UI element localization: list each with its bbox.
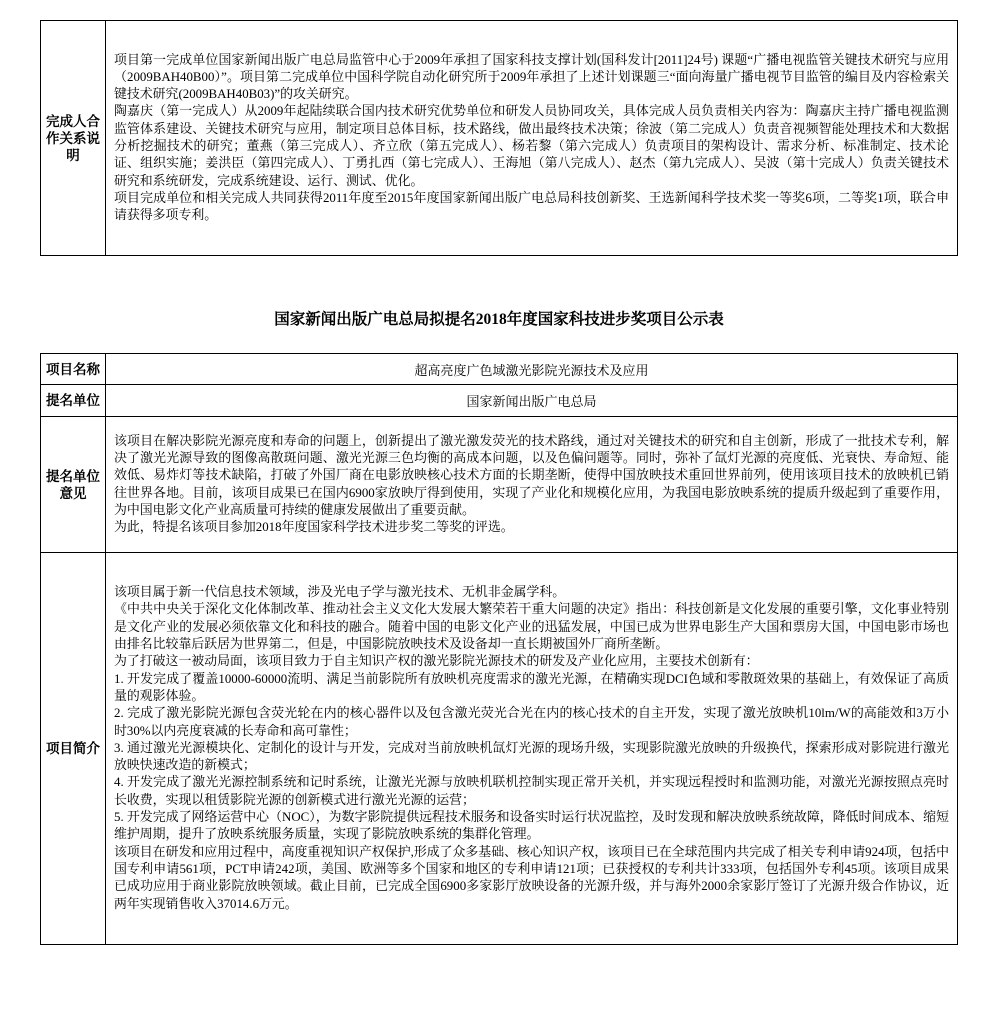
nominator-row <box>41 385 958 417</box>
cooperation-row-content <box>106 21 958 256</box>
project-intro-label: 项目简介 <box>41 553 106 945</box>
document-page <box>0 20 1000 1035</box>
cooperation-table <box>40 20 958 256</box>
opinion-content <box>106 417 958 553</box>
intro-paragraph: 为了打破这一被动局面，该项目致力于自主知识产权的激光影院光源技术的研发及产业化应用，主要技术创新有： <box>114 654 759 669</box>
intro-paragraph: 该项目属于新一代信息技术领域，涉及光电子学与激光技术、无机非金属学科。 <box>114 585 566 600</box>
project-name-value: 超高亮度广色域激光影院光源技术及应用 <box>106 354 958 385</box>
intro-paragraph: 3. 通过激光光源模块化、定制化的设计与开发，完成对当前放映机氙灯光源的现场升级，实现影院激光放映的升级换代，探索形成对影院进行激光放映快速改造的新模式； <box>114 740 949 773</box>
intro-paragraph: 该项目在研发和应用过程中，高度重视知识产权保护,形成了众多基础、核心知识产权，该项目已在全球范围内共完成了相关专利申请924项，包括中国专利申请561项，PCT申请242项，美国、欧洲等多个国家和地区的专利申请121项；已获授权的专利共计333项，包括国外专利45项。该项目成果已成功应用于商业影院放映领域。截止目前，已完成全国6900多家影厅放映设备的光源升级，并与海外2000余家影厅签订了光源升级合作协议，近两年实现销售收入37014.6万元。 <box>114 844 949 911</box>
project-intro-row <box>41 553 958 945</box>
project-intro-content <box>106 553 958 945</box>
intro-paragraph: 《中共中央关于深化文化体制改革、推动社会主义文化大发展大繁荣若干重大问题的决定》指出：科技创新是文化发展的重要引擎，文化事业特别是文化产业的发展必须依靠文化和科技的融合。随着中国的电影文化产业的迅猛发展，中国已成为世界电影生产大国和票房大国，中国电影市场也由排名比较靠后跃居为世界第二，但是，中国影院放映技术及设备却一直长期被国外厂商所垄断。 <box>114 602 949 652</box>
opinion-row <box>41 417 958 553</box>
intro-paragraph: 5. 开发完成了网络运营中心（NOC），为数字影院提供远程技术服务和设备实时运行状况监控，及时发现和解决放映系统故障，降低时间成本、缩短维护周期，提升了放映系统服务质量，实现了影院放映系统的集群化管理。 <box>114 810 949 842</box>
project-table <box>40 353 958 945</box>
opinion-paragraph: 该项目在解决影院光源亮度和寿命的问题上，创新提出了激光激发荧光的技术路线，通过对关键技术的研究和自主创新，形成了一批技术专利，解决了激光光源导致的图像高散斑问题、激光光源三色均衡的高成本问题，以及色偏问题等。同时，弥补了氙灯光源的亮度低、光衰快、寿命短、能效低、易炸灯等技术缺陷，打破了外国厂商在电影放映核心技术方面的长期垄断，使得中国放映技术重回世界前列，使用该项目技术的放映机已销往世界各地。目前，该项目成果已在国内6900家放映厅得到使用，实现了产业化和规模化应用，为我国电影放映系统的提质升级起到了重要作用，为中国电影文化产业高质量可持续的健康发展做出了重要贡献。 <box>114 433 949 517</box>
intro-paragraph: 1. 开发完成了覆盖10000-60000流明、满足当前影院所有放映机亮度需求的激光光源，在精确实现DCI色域和零散斑效果的基础上，有效保证了高质量的观影体验。 <box>114 671 949 703</box>
cooperation-row <box>41 21 958 256</box>
cooperation-paragraph: 项目完成单位和相关完成人共同获得2011年度至2015年度国家新闻出版广电总局科技创新奖、王选新闻科学技术奖一等奖6项，二等奖1项，联合申请获得多项专利。 <box>114 190 949 223</box>
project-name-label: 项目名称 <box>41 354 106 385</box>
cooperation-label-text: 完成人合作关系说明 <box>46 113 100 163</box>
cooperation-row-label <box>41 21 106 256</box>
project-name-row <box>41 354 958 385</box>
page-title: 国家新闻出版广电总局拟提名2018年度国家科技进步奖项目公示表 <box>274 311 724 328</box>
intro-paragraph: 4. 开发完成了激光光源控制系统和记时系统，让激光光源与放映机联机控制实现正常开关机，并实现远程授时和监测功能，对激光光源按照点亮时长收费，实现以租赁影院光源的创新模式进行激光光源的运营； <box>114 775 949 807</box>
intro-paragraph: 2. 完成了激光影院光源包含荧光轮在内的核心器件以及包含激光荧光合光在内的核心技术的自主开发，实现了激光放映机10lm/W的高能效和3万小时30%以内亮度衰减的长寿命和高可靠性； <box>114 706 949 738</box>
opinion-paragraph: 为此，特提名该项目参加2018年度国家科学技术进步奖二等奖的评选。 <box>114 520 514 535</box>
nominator-value: 国家新闻出版广电总局 <box>106 385 958 417</box>
cooperation-paragraph: 陶嘉庆（第一完成人）从2009年起陆续联合国内技术研究优势单位和研发人员协同攻关，具体完成人员负责相关内容为：陶嘉庆主持广播电视监测监管体系建设、关键技术研究与应用，制定项目总体目标，技术路线，做出最终技术决策；徐波（第二完成人）负责音视频智能处理技术和大数据分析挖掘技术的研究；董燕（第三完成人）、齐立欣（第五完成人）、杨若黎（第六完成人）负责项目的架构设计、需求分析、标准制定、技术论证、组织实施；姜洪臣（第四完成人）、丁勇扎西（第七完成人）、王海旭（第八完成人）、赵杰（第九完成人）、吴波（第十完成人）负责关键技术研究和系统研发，完成系统建设、运行、测试、优化。 <box>114 104 949 188</box>
nominator-label: 提名单位 <box>41 385 106 417</box>
opinion-label: 提名单位意见 <box>41 417 106 553</box>
cooperation-paragraph: 项目第一完成单位国家新闻出版广电总局监管中心于2009年承担了国家科技支撑计划(国科发计[2011]24号) 课题“广播电视监管关键技术研究与应用（2009BAH40B00）”。项目第二完成单位中国科学院自动化研究所于2009年承担了上述计划课题三“面向海量广播电视节目监管的编目及内容检索关键技术研究(2009BAH40B03)”的攻关研究。 <box>114 52 949 102</box>
